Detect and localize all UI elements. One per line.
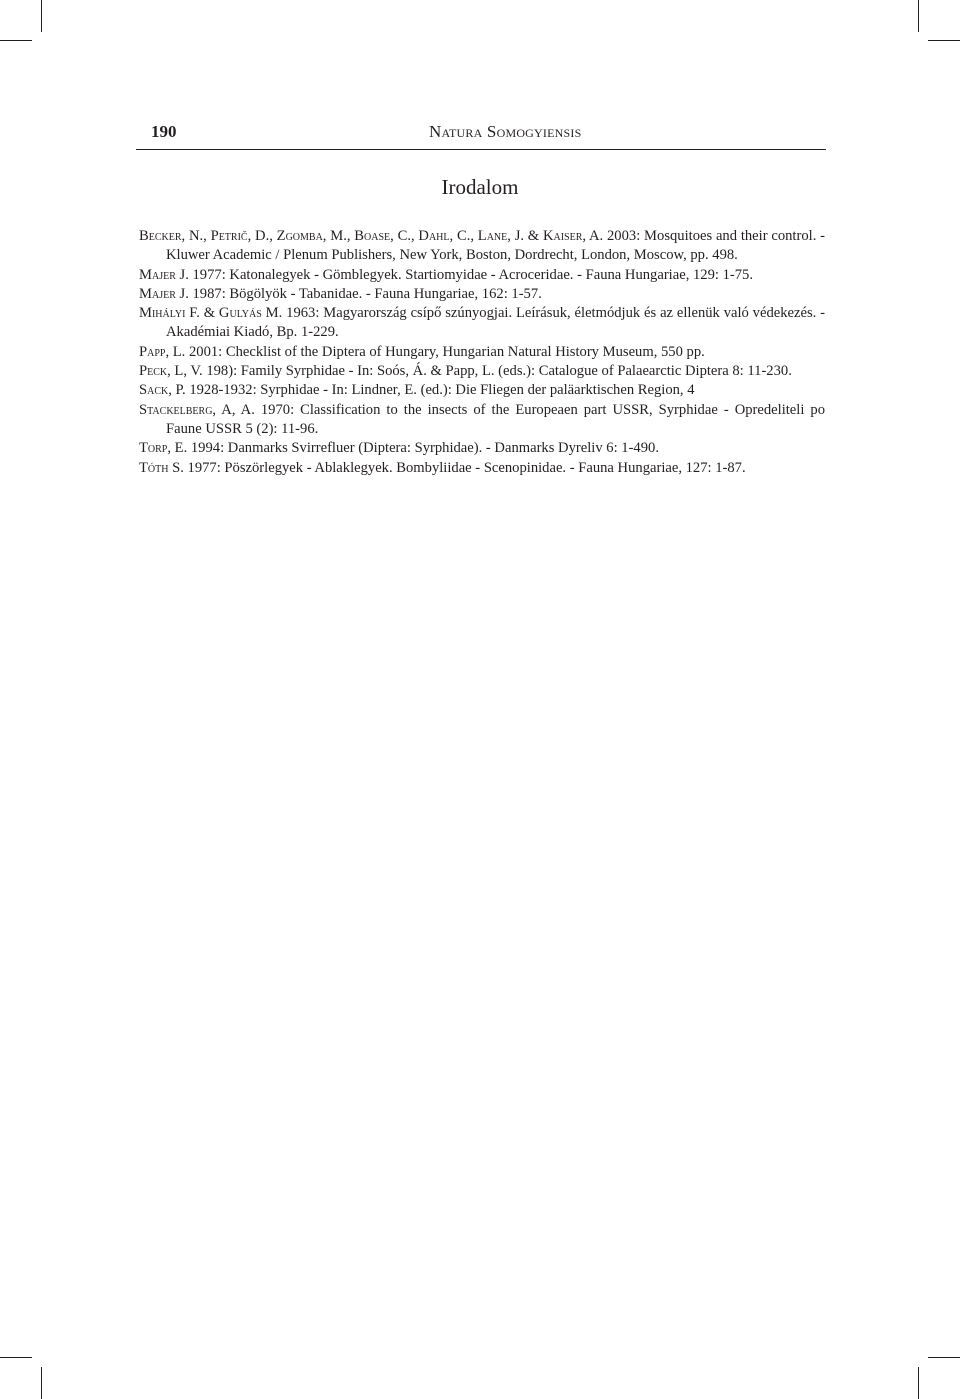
reference-item — [139, 401, 825, 440]
reference-item — [139, 227, 825, 266]
page-number: 190 — [151, 122, 177, 141]
crop-mark-top-right-vertical — [918, 0, 919, 32]
reference-text: 2003: Mosquitoes and their control. - Kluwer Academic / Plenum Publishers, New York, Boston, Dordrecht, London, Moscow, pp. 498. — [166, 228, 825, 264]
section-title: Irodalom — [441, 175, 519, 199]
reference-text: 1977: Katonalegyek - Gömblegyek. Startiomyidae - Acroceridae. - Fauna Hungariae, 129: 1-75. — [188, 266, 753, 283]
crop-mark-bottom-left-vertical — [41, 1367, 42, 1399]
reference-author: Peck, L, V. — [139, 363, 203, 380]
reference-author: Sack, P. — [139, 382, 186, 399]
reference-text: 1928-1932: Syrphidae - In: Lindner, E. (ed.): Die Fliegen der paläarktischen Region, 4 — [185, 382, 695, 399]
reference-text: 1987: Bögölyök - Tabanidae. - Fauna Hungariae, 162: 1-57. — [188, 285, 542, 302]
reference-item — [139, 459, 825, 478]
reference-author: Majer J. — [139, 266, 189, 283]
crop-mark-top-left-horizontal — [0, 40, 32, 41]
reference-text: 1970: Classification to the insects of the Europeaen part USSR, Syrphidae - Opredeliteli po Faune USSR 5 (2): 11-96. — [166, 401, 825, 437]
crop-mark-bottom-right-horizontal — [928, 1357, 960, 1358]
reference-item — [139, 285, 825, 304]
reference-list — [139, 227, 825, 478]
reference-item — [139, 343, 825, 362]
page-header — [136, 119, 826, 150]
reference-text: 198): Family Syrphidae - In: Soós, Á. & Papp, L. (eds.): Catalogue of Palaearctic Diptera 8: 11-230. — [202, 363, 792, 380]
reference-text: 1963: Magyarország csípő szúnyogjai. Leírásuk, életmódjuk és az ellenük való védekezés. - Akadémiai Kiadó, Bp. 1-229. — [166, 305, 826, 341]
reference-item — [139, 362, 825, 381]
reference-author: Papp, L. — [139, 343, 186, 360]
reference-author: Tóth S. — [139, 459, 184, 476]
reference-author: Mihályi F. & Gulyás M. — [139, 305, 283, 322]
reference-item — [139, 439, 825, 458]
reference-text: 1977: Pöszörlegyek - Ablaklegyek. Bombyliidae - Scenopinidae. - Fauna Hungariae, 127: 1-87. — [183, 459, 746, 476]
reference-item — [139, 266, 825, 285]
reference-author: Becker, N., Petrič, D., Zgomba, M., Boase, C., Dahl, C., Lane, J. & Kaiser, A. — [139, 228, 604, 244]
reference-item — [139, 304, 825, 343]
crop-mark-bottom-left-horizontal — [0, 1357, 32, 1358]
reference-item — [139, 381, 825, 400]
reference-author: Torp, E. — [139, 440, 188, 457]
reference-author: Majer J. — [139, 285, 189, 302]
crop-mark-bottom-right-vertical — [918, 1367, 919, 1399]
running-title: Natura Somogyiensis — [429, 122, 582, 141]
reference-text: 2001: Checklist of the Diptera of Hungary, Hungarian Natural History Museum, 550 pp. — [185, 343, 705, 360]
reference-text: 1994: Danmarks Svirrefluer (Diptera: Syrphidae). - Danmarks Dyreliv 6: 1-490. — [187, 440, 659, 457]
crop-mark-top-right-horizontal — [928, 40, 960, 41]
reference-author: Stackelberg, A, A. — [139, 401, 255, 418]
crop-mark-top-left-vertical — [41, 0, 42, 32]
